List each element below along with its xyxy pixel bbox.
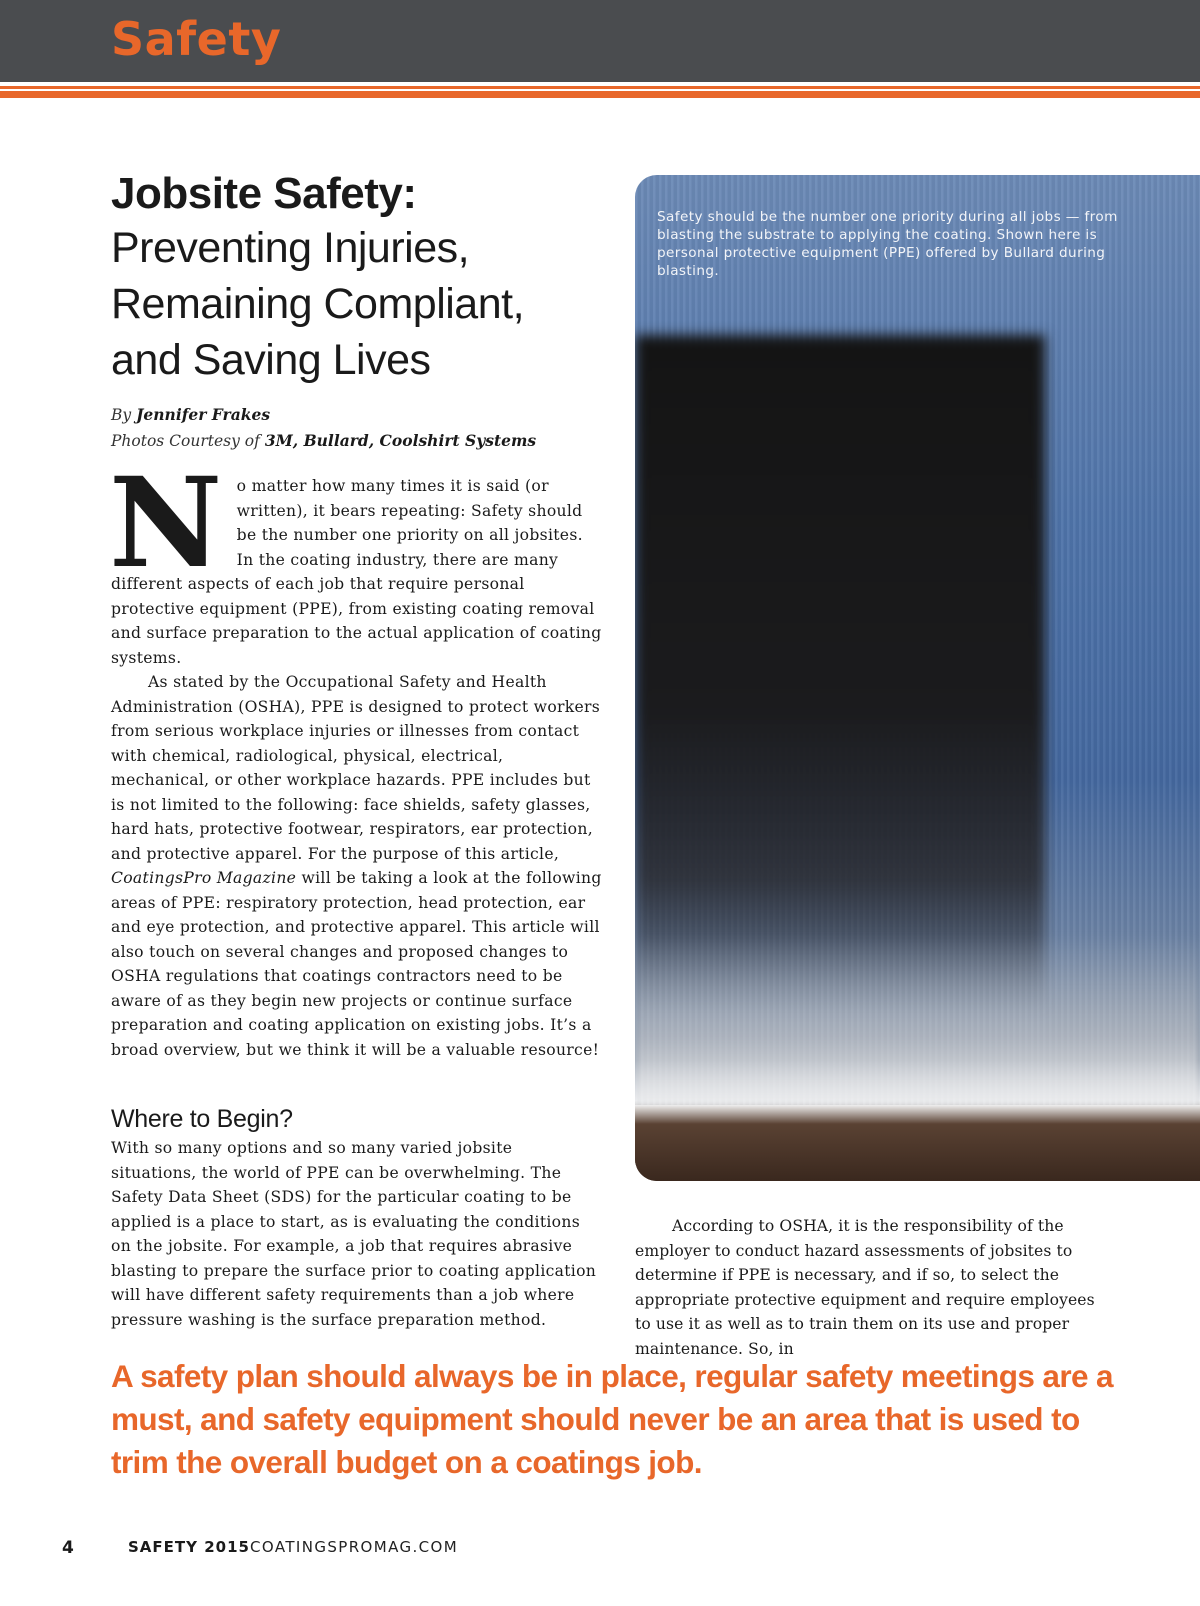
subhead-where-to-begin: Where to Begin? xyxy=(111,1105,293,1133)
body-column-left-lower xyxy=(111,1136,603,1332)
header-rule-thin xyxy=(0,86,1200,89)
header-bar xyxy=(0,0,1200,82)
photo-dark-figure xyxy=(635,335,1045,1015)
paragraph-osha xyxy=(111,670,603,1062)
page-number: 4 xyxy=(62,1538,74,1558)
photo-caption: Safety should be the number one priority during all jobs — from blasting the substrate to applying the coating. Shown here is personal protective equipment (PPE) offered by Bullard during blasting. xyxy=(657,209,1118,279)
drop-cap: N xyxy=(109,451,223,596)
photo-floor xyxy=(635,1105,1200,1181)
photo-blast-haze xyxy=(635,935,1200,1105)
byline xyxy=(111,402,591,454)
author-line xyxy=(111,402,591,428)
paragraph-osha-text-1: As stated by the Occupational Safety and Health Administration (OSHA), PPE is designed to protect workers from serious workplace injuries or illnesses from contact with chemical, radiological, physical, electrical, mechanical, or other workplace hazards. PPE includes but is not limited to the following: face shields, safety glasses, hard hats, protective footwear, respirators, ear protection, and protective apparel. For the purpose of this article, xyxy=(111,673,601,863)
paragraph-employer: According to OSHA, it is the responsibility of the employer to conduct hazard assessments of jobsites to determine if PPE is necessary, and if so, to select the appropriate protective equipment and require employees to use it as well as to train them on its use and proper maintenance. So, in xyxy=(635,1217,1095,1358)
header-rule-thick xyxy=(0,91,1200,98)
paragraph-where-to-begin: With so many options and so many varied jobsite situations, the world of PPE can be overwhelming. The Safety Data Sheet (SDS) for the particular coating to be applied is a place to start, as is evaluating the conditions on the jobsite. For example, a job that requires abrasive blasting to prepare the surface prior to coating application will have different safety requirements than a job where pressure washing is the surface preparation method. xyxy=(111,1139,597,1329)
section-title: Safety xyxy=(111,12,282,66)
paragraph-intro-text: o matter how many times it is said (or written), it bears repeating: Safety should be the number one priority on all jobsites. In the coating industry, there are many different aspects of each job that require personal protective equipment (PPE), from existing coating removal and surface preparation to the actual application of coating systems. xyxy=(111,477,602,667)
article-headline xyxy=(111,170,591,388)
article-photo xyxy=(635,175,1200,1181)
paragraph-osha-text-2: will be taking a look at the following areas of PPE: respiratory protection, head protection, ear and eye protection, and protective apparel. This article will also touch on several changes and proposed changes to OSHA regulations that coatings contractors need to be aware of as they begin new projects or continue surface preparation and coating application on existing jobs. It’s a broad overview, but we think it will be a valuable resource! xyxy=(111,869,602,1059)
footer-site: COATINGSPROMAG.COM xyxy=(250,1538,459,1556)
page-footer xyxy=(0,1538,1200,1568)
footer-issue: SAFETY 2015 xyxy=(128,1538,250,1556)
paragraph-intro xyxy=(109,451,603,670)
author-name: Jennifer Frakes xyxy=(136,405,271,424)
byline-prefix: By xyxy=(111,406,132,424)
headline-sub: Preventing Injuries, Remaining Compliant, and Saving Lives xyxy=(111,223,525,384)
photos-prefix: Photos Courtesy of xyxy=(111,432,260,450)
photo-credits: 3M, Bullard, Coolshirt Systems xyxy=(264,431,537,450)
headline-main: Jobsite Safety: xyxy=(111,169,417,218)
magazine-name: CoatingsPro Magazine xyxy=(111,869,297,887)
pull-quote: A safety plan should always be in place, regular safety meetings are a must, and safety equipment should never be an area that is used to trim the overall budget on a coatings job. xyxy=(111,1358,1113,1480)
body-column-left xyxy=(109,451,603,1062)
body-column-right xyxy=(635,1214,1110,1361)
